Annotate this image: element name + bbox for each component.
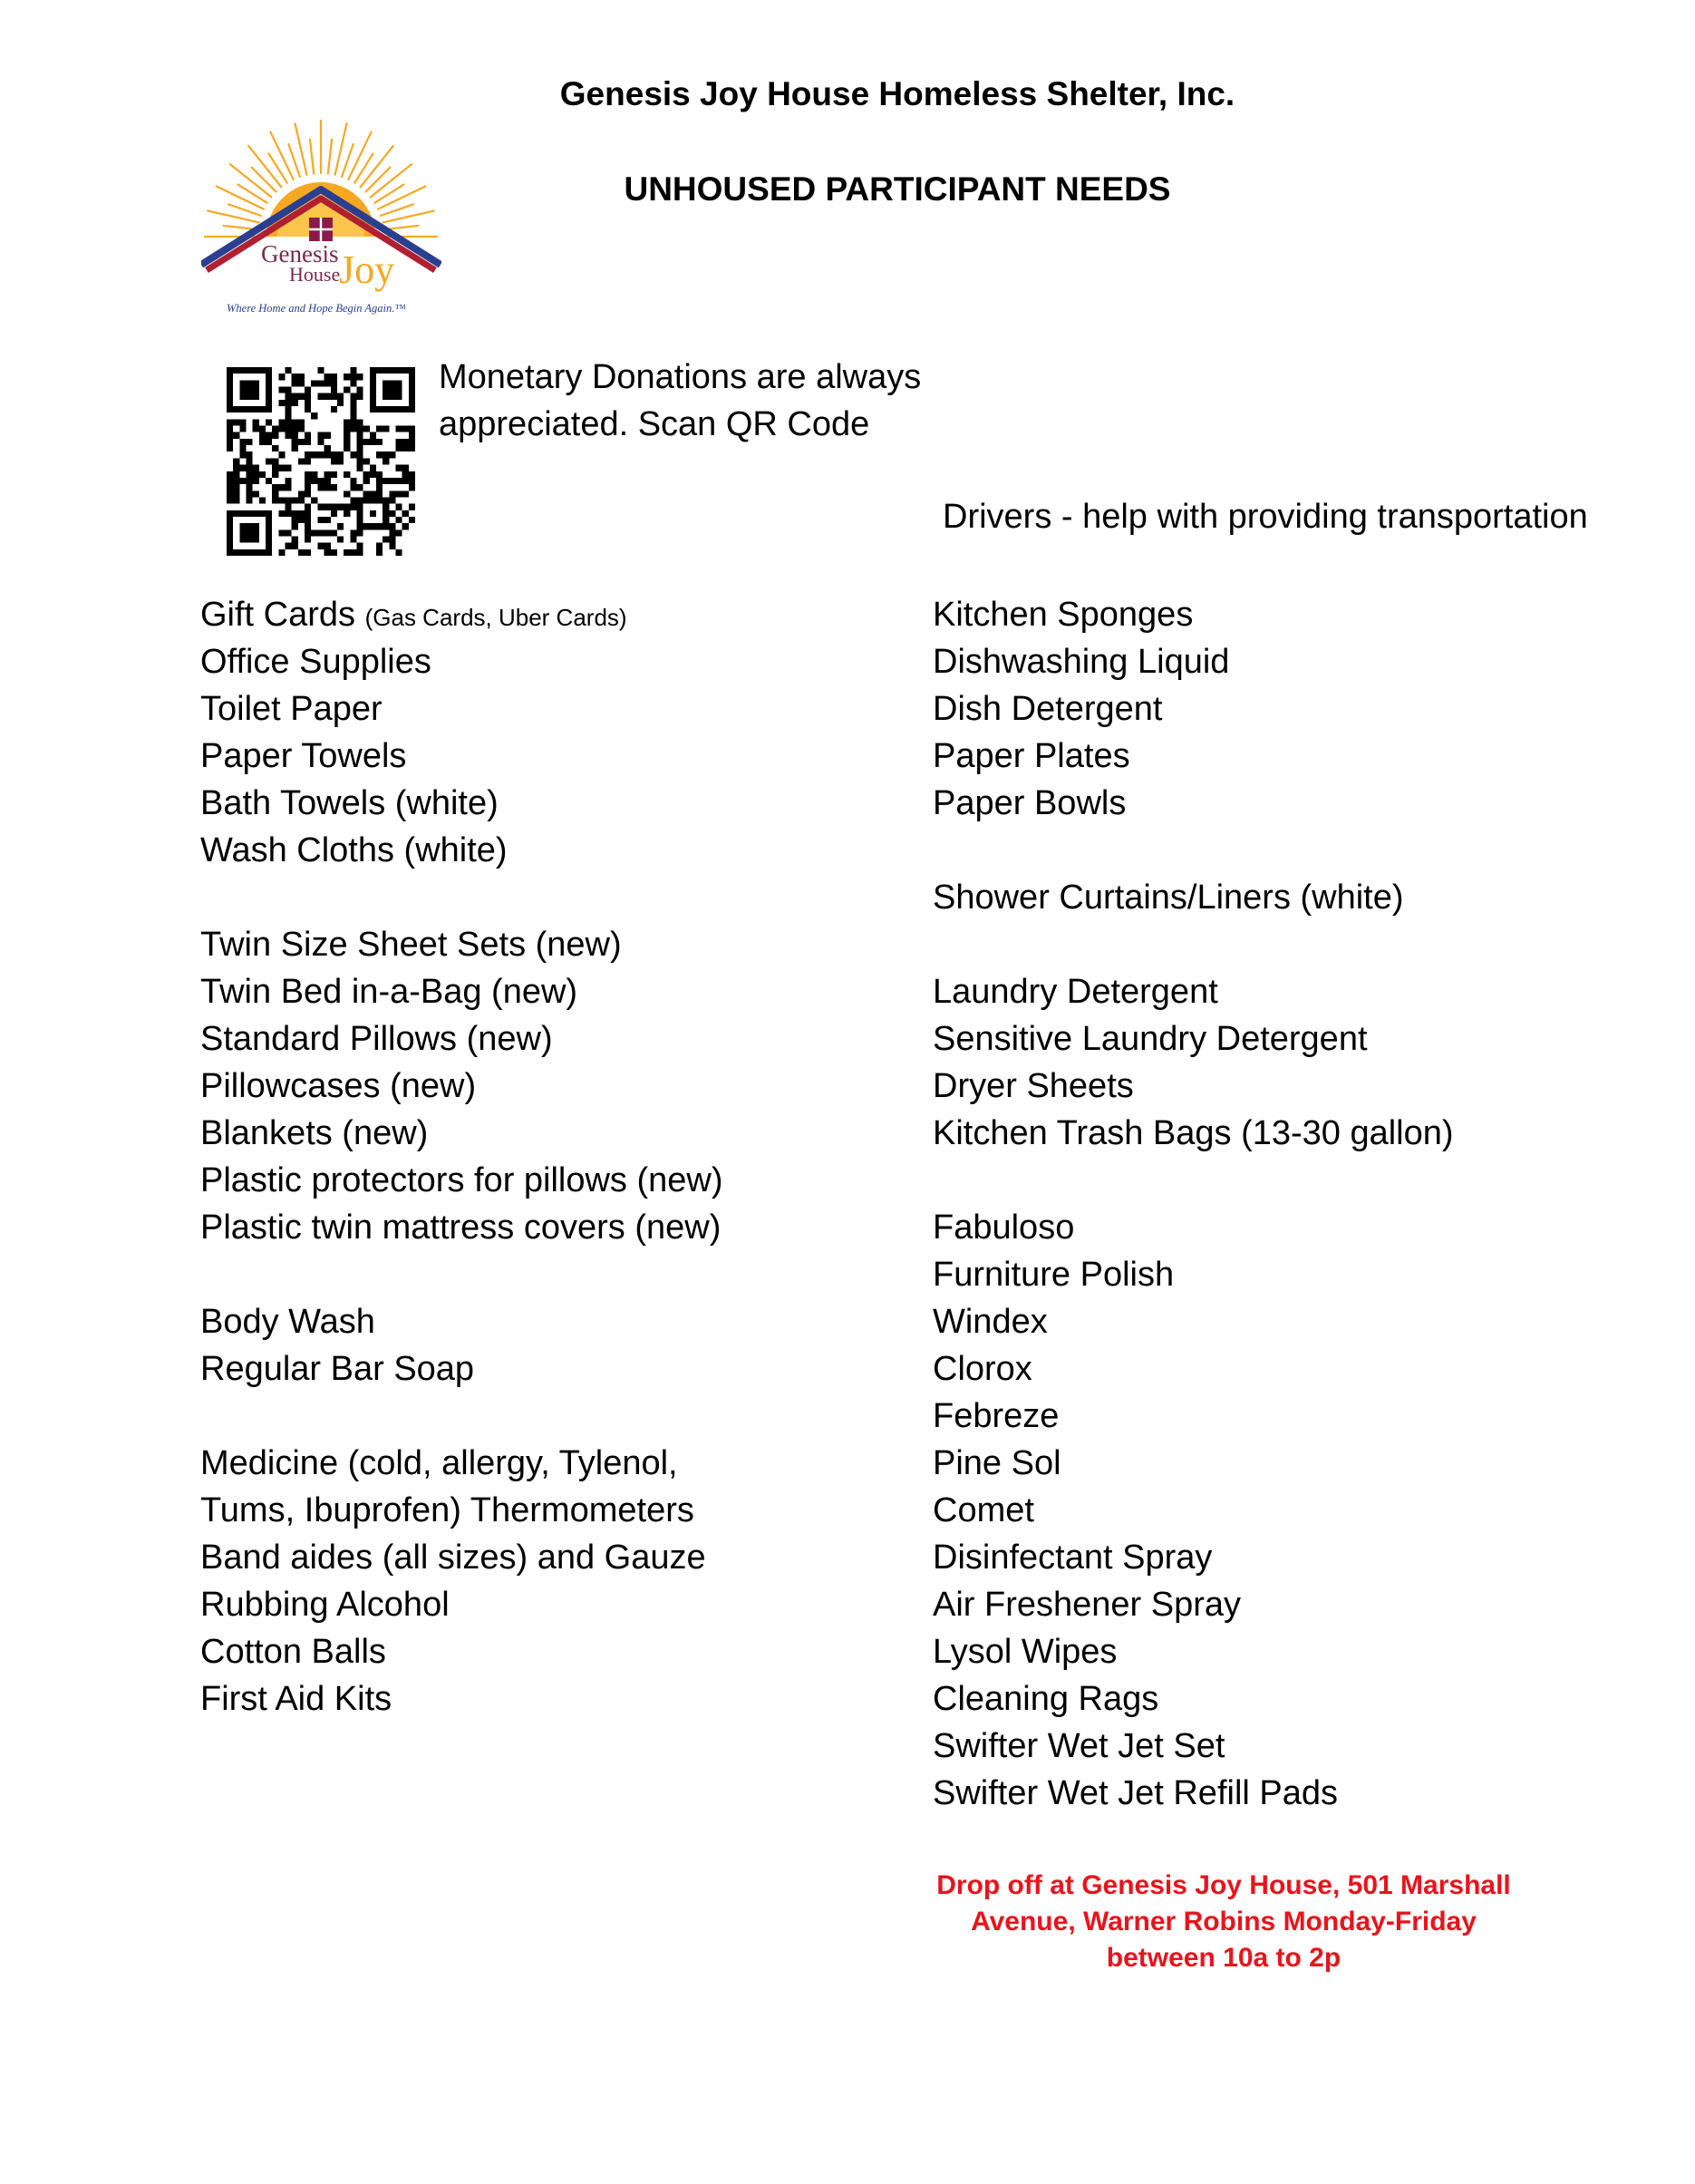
list-item: Twin Bed in-a-Bag (new) (200, 973, 578, 1011)
gift-cards-note: (Gas Cards, Uber Cards) (364, 604, 627, 631)
list-item: Pine Sol (933, 1444, 1061, 1482)
list-item: Clorox (933, 1350, 1032, 1388)
logo-tagline: Where Home and Hope Begin Again.™ (227, 302, 406, 315)
list-item: Dish Detergent (933, 690, 1163, 728)
monetary-line-2: appreciated. Scan QR Code (439, 405, 870, 443)
needs-list-left (200, 591, 907, 1723)
list-item: First Aid Kits (200, 1680, 392, 1718)
dropoff-line-2: Avenue, Warner Robins Monday-Friday (971, 1907, 1477, 1936)
list-item: Cleaning Rags (933, 1680, 1159, 1718)
group-spacer (933, 827, 1658, 874)
logo-word-house: House (289, 263, 341, 286)
list-item: Swifter Wet Jet Refill Pads (933, 1774, 1339, 1812)
list-item: Kitchen Sponges (933, 596, 1194, 634)
monetary-line-1: Monetary Donations are always (439, 358, 922, 396)
list-item: Furniture Polish (933, 1256, 1175, 1294)
group-spacer (200, 1251, 907, 1298)
list-item: Shower Curtains/Liners (white) (933, 878, 1404, 917)
logo-word-joy: Joy (339, 248, 395, 292)
drivers-needed-text: Drivers - help with providing transportation (943, 498, 1588, 536)
logo (201, 84, 441, 320)
group-spacer (933, 921, 1658, 968)
list-item: Tums, Ibuprofen) Thermometers (200, 1491, 694, 1529)
list-item: Regular Bar Soap (200, 1350, 475, 1388)
sun-house-logo-icon (201, 84, 441, 320)
list-item: Pillowcases (new) (200, 1067, 477, 1105)
list-item: Plastic protectors for pillows (new) (200, 1161, 723, 1199)
organization-name: Genesis Joy House Homeless Shelter, Inc. (559, 75, 1235, 112)
list-item: Disinfectant Spray (933, 1539, 1213, 1577)
group-spacer (200, 1393, 907, 1440)
list-item: Sensitive Laundry Detergent (933, 1020, 1368, 1058)
needs-list-right (933, 591, 1658, 1817)
list-item: Kitchen Trash Bags (13-30 gallon) (933, 1114, 1454, 1152)
list-item: Swifter Wet Jet Set (933, 1727, 1225, 1765)
dropoff-instructions (915, 1868, 1532, 1976)
list-item: Lysol Wipes (933, 1633, 1118, 1671)
list-item: Band aides (all sizes) and Gauze (200, 1539, 706, 1577)
gift-cards-label: Gift Cards (200, 596, 356, 634)
list-item: Bath Towels (white) (200, 784, 499, 822)
list-item: Paper Plates (933, 737, 1130, 775)
list-item: Paper Bowls (933, 784, 1127, 822)
dropoff-line-1: Drop off at Genesis Joy House, 501 Marshall (936, 1870, 1511, 1900)
list-item: Body Wash (200, 1303, 375, 1341)
list-item-gift-cards (200, 591, 907, 638)
qr-code-icon[interactable] (227, 367, 415, 556)
list-item: Febreze (933, 1397, 1060, 1435)
list-item: Cotton Balls (200, 1633, 386, 1671)
list-item: Toilet Paper (200, 690, 383, 728)
list-item: Dishwashing Liquid (933, 643, 1230, 681)
list-item: Paper Towels (200, 737, 407, 775)
logo-word-genesis: Genesis (261, 240, 339, 267)
list-item: Laundry Detergent (933, 973, 1218, 1011)
list-item: Dryer Sheets (933, 1067, 1134, 1105)
list-item: Rubbing Alcohol (200, 1586, 450, 1624)
list-item: Standard Pillows (new) (200, 1020, 553, 1058)
list-item: Wash Cloths (white) (200, 831, 508, 869)
dropoff-line-3: between 10a to 2p (1106, 1943, 1341, 1973)
group-spacer (933, 1157, 1658, 1204)
list-item: Office Supplies (200, 643, 431, 681)
list-item: Medicine (cold, allergy, Tylenol, (200, 1444, 678, 1482)
list-item: Plastic twin mattress covers (new) (200, 1208, 722, 1247)
list-item: Windex (933, 1303, 1048, 1341)
group-spacer (200, 874, 907, 921)
monetary-donations-text (439, 354, 1001, 448)
page-title: UNHOUSED PARTICIPANT NEEDS (624, 170, 1171, 208)
list-item: Blankets (new) (200, 1114, 429, 1152)
list-item: Comet (933, 1491, 1034, 1529)
list-item: Air Freshener Spray (933, 1586, 1242, 1624)
list-item: Twin Size Sheet Sets (new) (200, 926, 622, 964)
list-item: Fabuloso (933, 1208, 1075, 1247)
